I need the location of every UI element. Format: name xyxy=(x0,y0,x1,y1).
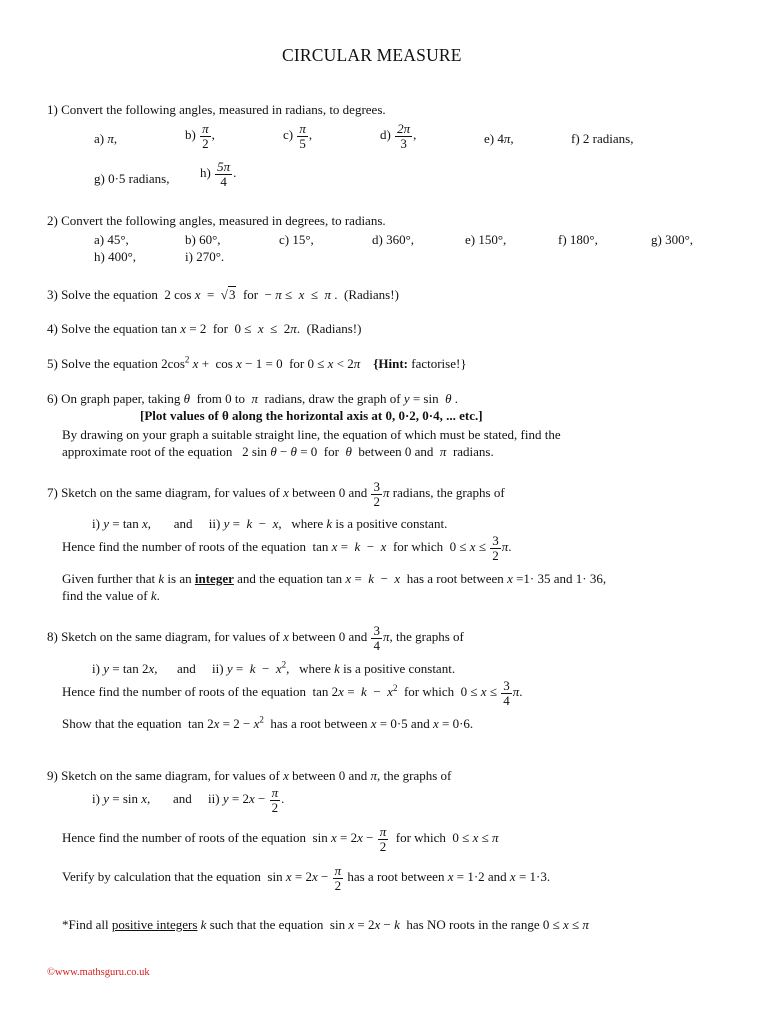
q7-l5: find the value of k. xyxy=(62,588,160,603)
q2-i: i) 270°. xyxy=(185,249,225,264)
q1-b: b) $\frac{\pi}{2}$ , xyxy=(185,121,215,151)
q6-l4: approximate root of the equation 2 sin θ − θ = 0 for θ between 0 and π radians. xyxy=(62,444,494,459)
q2-e: e) 150°, xyxy=(465,232,507,247)
q7-l2: i) y = tan x, and ii) y = k − x, where k is a positive constant. xyxy=(92,516,448,531)
q1-e: e) 4π, xyxy=(484,131,514,146)
q7-l4: Given further that k is an integer and the equation tan x = k − x has a root between x =1· 35 and 1· 36, xyxy=(62,571,607,586)
q9-l1: 9) Sketch on the same diagram, for values of x between 0 and π, the graphs of xyxy=(47,768,452,783)
q2-f: f) 180°, xyxy=(558,232,598,247)
q8-l3: Hence find the number of roots of the equation $\tan 2x = k - x^2$ for which 0 ≤ x ≤ $\frac{3}{4}$ π. xyxy=(62,678,523,708)
q8-l1: 8) Sketch on the same diagram, for values of x between 0 and $\frac{3}{4}$ π, the graphs of xyxy=(47,623,464,653)
q1-stem: 1) Convert the following angles, measured in radians, to degrees. xyxy=(47,102,386,117)
q2-b: b) 60°, xyxy=(185,232,221,247)
q7-l1: 7) Sketch on the same diagram, for values of x between 0 and $\frac{3}{2}$ π radians, the graphs of xyxy=(47,479,505,509)
q2-stem: 2) Convert the following angles, measured in degrees, to radians. xyxy=(47,213,386,228)
q7-l3: Hence find the number of roots of the equation tan x = k − x for which 0 ≤ x ≤ $\frac{3}{2}$ π. xyxy=(62,533,512,563)
q2-g: g) 300°, xyxy=(651,232,694,247)
q6-l1: 6) On graph paper, taking θ from 0 to π radians, draw the graph of y = sin θ . xyxy=(47,391,458,406)
q9-l3: Hence find the number of roots of the equation sin x = 2x − $\frac{\pi}{2}$ for which 0 ≤ x ≤ π xyxy=(62,824,499,854)
q1-d: d) $\frac{2\pi}{3}$ , xyxy=(380,121,417,151)
q9-l5: *Find all positive integers k such that the equation sin x = 2x − k has NO roots in the range 0 ≤ x ≤ π xyxy=(62,917,589,932)
q6-l3: By drawing on your graph a suitable straight line, the equation of which must be stated, find the xyxy=(62,427,561,442)
q3-text: 3) Solve the equation 2 cos x = √3 for − π ≤ x ≤ π . (Radians!) xyxy=(47,287,399,302)
q1-a: a) π, xyxy=(94,131,118,146)
q9-l2: i) y = sin x, and ii) y = 2x − $\frac{\pi}{2}$ . xyxy=(92,785,285,815)
q8-l4: Show that the equation $\tan 2x = 2 - x^2$ has a root between x = 0·5 and x = 0·6. xyxy=(62,714,474,731)
q8-l2: i) y = tan 2x, and ii) $y = k - x^2$, where k is a positive constant. xyxy=(92,659,456,676)
page-title: CIRCULAR MEASURE xyxy=(282,45,462,65)
q1-g: g) 0·5 radians, xyxy=(94,171,170,186)
q2-c: c) 15°, xyxy=(279,232,314,247)
q2-a: a) 45°, xyxy=(94,232,129,247)
q1-f: f) 2 radians, xyxy=(571,131,634,146)
q4-text: 4) Solve the equation tan x = 2 for 0 ≤ x ≤ 2π. (Radians!) xyxy=(47,321,362,336)
q6-l2: [Plot values of θ along the horizontal axis at 0, 0·2, 0·4, ... etc.] xyxy=(140,408,483,423)
q9-l4: Verify by calculation that the equation sin x = 2x − $\frac{\pi}{2}$ has a root between x = 1·2 and x = 1·3. xyxy=(62,863,551,893)
q2-d: d) 360°, xyxy=(372,232,415,247)
q1-h: h) $\frac{5\pi}{4}$ . xyxy=(200,159,237,189)
q2-h: h) 400°, xyxy=(94,249,137,264)
q5-text: 5) Solve the equation $2\cos^2$ x + cos x − 1 = 0 for 0 ≤ x < 2π {Hint: factorise!} xyxy=(47,354,467,371)
q1-c: c) $\frac{\pi}{5}$ , xyxy=(283,121,313,151)
footer-link[interactable]: ©www.mathsguru.co.uk xyxy=(47,967,150,978)
